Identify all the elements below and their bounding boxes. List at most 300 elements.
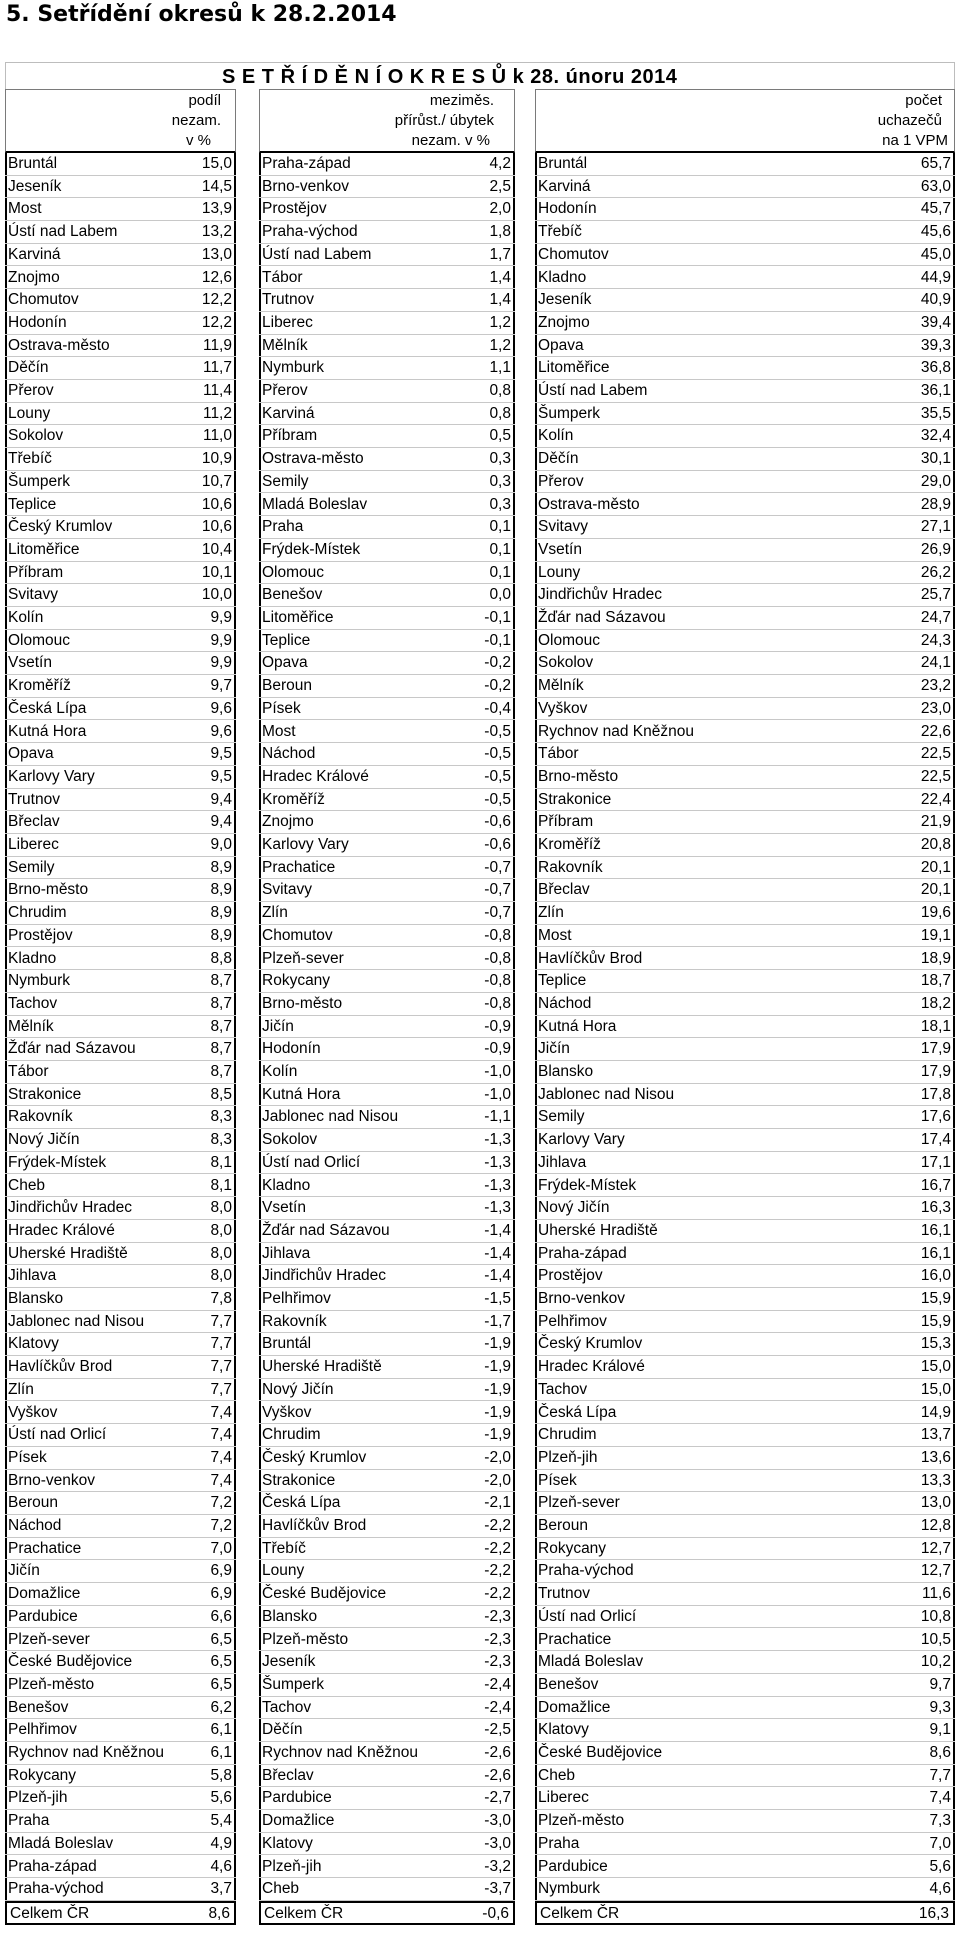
table-row <box>5 584 236 607</box>
district-name: Blansko <box>8 1290 64 1307</box>
district-name: Mělník <box>262 336 308 354</box>
table-row <box>5 516 236 539</box>
district-name: České Budějovice <box>538 1744 663 1761</box>
table-row <box>5 539 236 562</box>
district-value: 5,4 <box>210 1812 232 1830</box>
table-row <box>5 1311 236 1334</box>
table-row <box>259 584 515 607</box>
district-value: 0,0 <box>489 586 511 604</box>
district-value: -0,2 <box>484 677 511 695</box>
district-value: 15,9 <box>920 1290 951 1307</box>
district-value: 3,7 <box>210 1880 232 1898</box>
district-value: 17,9 <box>920 1063 951 1080</box>
district-name: Opava <box>8 745 54 763</box>
district-value: 28,9 <box>920 495 951 513</box>
district-name: Opava <box>262 654 308 672</box>
district-value: 5,6 <box>929 1857 951 1875</box>
district-name: Bruntál <box>538 155 588 172</box>
district-value: 14,5 <box>201 177 232 195</box>
district-value: 5,8 <box>210 1766 232 1784</box>
district-name: Rokycany <box>8 1766 77 1784</box>
table-row <box>259 652 515 675</box>
table-row <box>5 970 236 993</box>
table-row <box>535 1084 955 1107</box>
district-value: 35,5 <box>920 404 951 422</box>
table-row <box>535 448 955 471</box>
district-value: 32,4 <box>920 427 951 445</box>
table-row <box>5 698 236 721</box>
table-row <box>259 879 515 902</box>
district-name: Brno-venkov <box>8 1471 96 1489</box>
district-name: Frýdek-Místek <box>538 1176 637 1194</box>
district-value: -0,8 <box>484 972 511 990</box>
table-row <box>535 1878 955 1901</box>
district-name: Kutná Hora <box>8 722 87 740</box>
district-name: Klatovy <box>8 1335 59 1353</box>
district-value: 17,1 <box>920 1153 951 1171</box>
table-row <box>259 789 515 812</box>
district-name: Kolín <box>262 1063 298 1080</box>
table-row <box>535 925 955 948</box>
table-row <box>259 1606 515 1629</box>
table-row <box>259 630 515 653</box>
district-name: Jablonec nad Nisou <box>538 1085 675 1103</box>
table-row <box>259 993 515 1016</box>
district-name: Česká Lípa <box>8 699 87 717</box>
table-row <box>259 1515 515 1538</box>
table-row <box>259 1243 515 1266</box>
district-value: -3,2 <box>484 1857 511 1875</box>
table-row <box>259 267 515 290</box>
district-name: Jihlava <box>8 1267 57 1285</box>
table-row <box>5 448 236 471</box>
district-value: 10,2 <box>920 1653 951 1671</box>
district-value: 2,0 <box>489 200 511 218</box>
district-value: 18,9 <box>920 949 951 967</box>
district-value: 9,6 <box>210 722 232 740</box>
district-value: 7,3 <box>929 1812 951 1830</box>
district-name: Jičín <box>8 1562 40 1580</box>
district-name: Strakonice <box>538 790 612 808</box>
table-row <box>5 1515 236 1538</box>
district-name: Beroun <box>262 677 312 695</box>
district-value: -0,8 <box>484 994 511 1012</box>
page-heading: 5. Setřídění okresů k 28.2.2014 <box>6 2 397 27</box>
district-name: Jeseník <box>262 1653 316 1671</box>
district-value: -1,7 <box>484 1312 511 1330</box>
district-name: Karlovy Vary <box>538 1131 625 1149</box>
table-row <box>5 857 236 880</box>
table-row <box>259 743 515 766</box>
district-name: Uherské Hradiště <box>8 1244 128 1262</box>
district-name: Písek <box>262 699 301 717</box>
table-row <box>259 198 515 221</box>
table-title <box>5 62 955 90</box>
table-row <box>259 1651 515 1674</box>
table-row <box>5 834 236 857</box>
district-name: Rokycany <box>262 972 331 990</box>
district-value: 7,4 <box>210 1471 232 1489</box>
district-name: Třebíč <box>262 1539 306 1557</box>
district-name: Plzeň-jih <box>262 1857 322 1875</box>
district-name: Opava <box>538 336 584 354</box>
table-row <box>5 1651 236 1674</box>
district-name: Vsetín <box>262 1199 306 1217</box>
district-name: Prostějov <box>538 1267 603 1285</box>
table-row <box>535 1492 955 1515</box>
district-value: 9,5 <box>210 767 232 785</box>
table-row <box>5 267 236 290</box>
district-value: 11,9 <box>202 336 232 354</box>
district-value: 36,8 <box>920 359 951 377</box>
district-value: -0,8 <box>484 949 511 967</box>
district-name: Cheb <box>262 1880 300 1898</box>
table-row <box>535 289 955 312</box>
table-row <box>259 1674 515 1697</box>
district-value: -0,5 <box>484 790 511 808</box>
district-name: Nový Jičín <box>538 1199 610 1217</box>
district-value: 44,9 <box>920 268 951 286</box>
district-value: 21,9 <box>920 813 951 831</box>
district-value: 19,1 <box>920 926 951 944</box>
district-value: 15,3 <box>920 1335 951 1353</box>
district-name: Praha-východ <box>8 1880 104 1898</box>
district-name: Hradec Králové <box>8 1221 115 1239</box>
district-name: Ústí nad Labem <box>538 382 648 399</box>
district-name: Písek <box>8 1448 47 1466</box>
district-value: -2,3 <box>484 1653 511 1671</box>
table-row <box>5 1742 236 1765</box>
table-row <box>259 1447 515 1470</box>
table-row <box>5 789 236 812</box>
district-name: Teplice <box>8 495 57 513</box>
district-value: -0,9 <box>484 1040 511 1058</box>
district-name: Ostrava-město <box>538 495 640 513</box>
table-title-text: S E T Ř Í D Ě N Í O K R E S Ů k 28. únoru 2014 <box>222 66 678 88</box>
district-name: Břeclav <box>262 1766 314 1784</box>
district-value: 7,4 <box>210 1448 232 1466</box>
table-row <box>5 221 236 244</box>
district-name: Svitavy <box>538 518 588 536</box>
district-value: 8,3 <box>210 1131 232 1149</box>
district-value: -1,9 <box>484 1426 511 1444</box>
table-row <box>535 1265 955 1288</box>
district-name: Praha <box>8 1812 50 1830</box>
district-value: 14,9 <box>920 1403 951 1421</box>
district-name: Vsetín <box>8 654 52 672</box>
district-name: Kladno <box>538 268 587 286</box>
district-value: 16,1 <box>920 1244 951 1262</box>
district-name: Rychnov nad Kněžnou <box>262 1744 418 1761</box>
total-value: -0,6 <box>482 1904 509 1922</box>
district-value: -0,6 <box>484 813 511 831</box>
district-value: 9,3 <box>929 1698 951 1716</box>
district-value: 9,0 <box>210 836 232 853</box>
district-value: -2,1 <box>484 1494 511 1512</box>
district-name: Mělník <box>8 1017 54 1035</box>
district-name: Praha <box>262 518 304 536</box>
district-value: 20,1 <box>920 858 951 876</box>
district-name: Mladá Boleslav <box>262 495 368 513</box>
district-name: Zlín <box>262 904 288 922</box>
district-value: -2,0 <box>484 1448 511 1466</box>
district-value: 65,7 <box>920 155 951 172</box>
table-row <box>535 312 955 335</box>
district-value: 22,4 <box>920 790 951 808</box>
table-row <box>535 1742 955 1765</box>
district-value: 8,1 <box>210 1153 232 1171</box>
district-name: Litoměřice <box>8 540 80 558</box>
district-name: Havlíčkův Brod <box>262 1517 367 1534</box>
table-row <box>535 1787 955 1810</box>
table-row <box>5 380 236 403</box>
district-value: -0,4 <box>484 699 511 717</box>
district-value: -0,5 <box>484 745 511 763</box>
district-value: 1,4 <box>489 268 511 286</box>
table-row <box>535 607 955 630</box>
district-value: 8,7 <box>210 972 232 990</box>
table-row <box>535 425 955 448</box>
district-value: -1,1 <box>484 1108 511 1126</box>
district-name: Karviná <box>538 177 591 195</box>
table-row <box>5 766 236 789</box>
district-name: Pelhřimov <box>262 1290 331 1307</box>
district-name: Náchod <box>262 745 316 763</box>
column-header-line: uchazečů <box>877 112 942 129</box>
district-name: Beroun <box>8 1494 58 1512</box>
table-row <box>259 675 515 698</box>
table-row <box>5 1447 236 1470</box>
table-row <box>5 1175 236 1198</box>
district-value: 13,3 <box>920 1471 951 1489</box>
district-name: Frýdek-Místek <box>8 1153 107 1171</box>
table-row <box>535 698 955 721</box>
district-name: Plzeň-jih <box>538 1448 598 1466</box>
table-row <box>535 1311 955 1334</box>
district-value: 17,4 <box>920 1131 951 1149</box>
district-name: Benešov <box>8 1698 69 1716</box>
table-row <box>5 1810 236 1833</box>
district-value: 6,6 <box>210 1607 232 1625</box>
table-row <box>259 380 515 403</box>
district-value: -1,3 <box>484 1199 511 1217</box>
table-row <box>5 1674 236 1697</box>
district-name: Kolín <box>538 427 574 445</box>
district-value: 8,0 <box>210 1244 232 1262</box>
table-row <box>5 1356 236 1379</box>
district-value: 11,2 <box>202 404 232 422</box>
district-value: 17,6 <box>920 1108 951 1126</box>
table-row <box>259 335 515 358</box>
table-row <box>535 1175 955 1198</box>
table-row <box>535 335 955 358</box>
table-row <box>259 857 515 880</box>
district-value: 0,1 <box>489 540 511 558</box>
district-value: 7,4 <box>210 1403 232 1421</box>
district-value: 4,2 <box>489 155 511 172</box>
district-name: Děčín <box>262 1721 303 1739</box>
district-name: Česká Lípa <box>538 1403 617 1421</box>
table-row <box>5 607 236 630</box>
column-header-line: nezam. v % <box>411 132 490 149</box>
district-name: Kladno <box>8 949 57 967</box>
district-name: Kroměříž <box>8 677 71 695</box>
district-name: Kutná Hora <box>262 1085 341 1103</box>
district-value: -1,9 <box>484 1403 511 1421</box>
district-value: 18,7 <box>920 972 951 990</box>
district-value: 10,6 <box>201 495 232 513</box>
district-name: Mladá Boleslav <box>538 1653 644 1671</box>
district-value: 5,6 <box>210 1789 232 1807</box>
district-name: Blansko <box>262 1607 318 1625</box>
total-value: 8,6 <box>208 1904 230 1922</box>
district-name: Sokolov <box>262 1131 318 1149</box>
table-row <box>5 562 236 585</box>
district-name: Tachov <box>538 1380 588 1398</box>
district-value: 10,1 <box>201 563 232 581</box>
district-value: 7,7 <box>210 1380 232 1398</box>
district-value: 15,0 <box>920 1358 951 1376</box>
district-name: Frýdek-Místek <box>262 540 361 558</box>
table-row <box>535 879 955 902</box>
district-name: Sokolov <box>8 427 64 445</box>
table-row <box>535 357 955 380</box>
district-value: 6,2 <box>210 1698 232 1716</box>
table-row <box>5 1197 236 1220</box>
table-row <box>5 1765 236 1788</box>
district-value: -1,4 <box>484 1221 511 1239</box>
district-value: 63,0 <box>920 177 951 195</box>
table-row <box>259 1061 515 1084</box>
district-name: Šumperk <box>538 404 601 422</box>
district-value: 26,2 <box>920 563 951 581</box>
table-row <box>5 1606 236 1629</box>
district-value: 10,8 <box>920 1607 951 1625</box>
district-value: 11,6 <box>921 1585 951 1603</box>
district-name: Prachatice <box>8 1539 82 1557</box>
district-name: Domažlice <box>538 1698 611 1716</box>
district-value: 0,5 <box>489 427 511 445</box>
table-row <box>259 1333 515 1356</box>
table-row <box>259 1833 515 1856</box>
district-name: Šumperk <box>8 472 71 490</box>
district-value: 29,0 <box>920 472 951 490</box>
district-name: Prachatice <box>262 858 336 876</box>
district-value: -1,0 <box>484 1085 511 1103</box>
district-value: -0,1 <box>484 609 511 626</box>
district-value: 6,5 <box>210 1675 232 1693</box>
district-name: Rychnov nad Kněžnou <box>538 722 694 740</box>
district-name: Jičín <box>262 1017 294 1035</box>
district-name: Brno-venkov <box>262 177 350 195</box>
district-name: Chrudim <box>538 1426 597 1444</box>
district-name: Znojmo <box>262 813 314 831</box>
table-row <box>259 1129 515 1152</box>
district-name: Bruntál <box>262 1335 312 1353</box>
district-value: 9,7 <box>210 677 232 695</box>
district-name: Písek <box>538 1471 577 1489</box>
district-value: 7,4 <box>929 1789 951 1807</box>
district-value: 10,5 <box>920 1630 951 1648</box>
table-row <box>259 1084 515 1107</box>
column-header <box>5 89 236 153</box>
district-name: Příbram <box>538 813 594 831</box>
table-row <box>5 357 236 380</box>
district-name: Rokycany <box>538 1539 607 1557</box>
district-value: 18,2 <box>920 994 951 1012</box>
table-row <box>5 1492 236 1515</box>
district-name: Litoměřice <box>538 359 610 377</box>
district-name: Benešov <box>262 586 323 604</box>
table-row <box>5 879 236 902</box>
table-row <box>5 1538 236 1561</box>
table-row <box>535 1470 955 1493</box>
district-name: Vsetín <box>538 540 582 558</box>
table-row <box>259 1810 515 1833</box>
district-name: Rakovník <box>538 858 603 876</box>
district-value: 9,5 <box>210 745 232 763</box>
table-row <box>535 1106 955 1129</box>
district-name: Jindřichův Hradec <box>262 1267 387 1285</box>
column-header-line: přírůst./ úbytek <box>394 112 494 129</box>
table-row <box>259 1765 515 1788</box>
table-row <box>5 1629 236 1652</box>
table-row <box>259 1152 515 1175</box>
table-row <box>259 1697 515 1720</box>
district-name: Liberec <box>8 836 59 853</box>
table-row <box>535 1288 955 1311</box>
district-name: Praha <box>538 1834 580 1852</box>
district-name: Nymburk <box>538 1880 601 1898</box>
district-value: -3,0 <box>484 1834 511 1852</box>
district-table <box>5 62 955 1930</box>
district-name: Přerov <box>8 382 54 399</box>
district-name: Hodonín <box>538 200 597 218</box>
district-name: Prostějov <box>262 200 327 218</box>
district-value: -0,5 <box>484 722 511 740</box>
district-value: 12,7 <box>920 1562 951 1580</box>
district-value: -2,7 <box>484 1789 511 1807</box>
district-value: 15,9 <box>920 1312 951 1330</box>
district-value: 18,1 <box>920 1017 951 1035</box>
district-value: 8,1 <box>210 1176 232 1194</box>
district-value: 7,0 <box>210 1539 232 1557</box>
table-row <box>5 811 236 834</box>
district-name: Plzeň-sever <box>262 949 344 967</box>
district-value: 17,9 <box>920 1040 951 1058</box>
table-row <box>535 380 955 403</box>
district-name: Domažlice <box>8 1585 81 1603</box>
district-value: -0,7 <box>484 858 511 876</box>
district-value: -0,6 <box>484 836 511 853</box>
table-row <box>535 1333 955 1356</box>
district-name: Vyškov <box>8 1403 58 1421</box>
district-value: 0,1 <box>489 563 511 581</box>
table-row <box>5 630 236 653</box>
table-row <box>535 834 955 857</box>
district-name: Kladno <box>262 1176 311 1194</box>
district-name: Jeseník <box>8 177 62 195</box>
total-row <box>5 1901 236 1925</box>
district-name: Trutnov <box>8 790 60 808</box>
table-row <box>259 925 515 948</box>
table-row <box>5 743 236 766</box>
table-row <box>259 1311 515 1334</box>
table-row <box>259 970 515 993</box>
table-row <box>259 448 515 471</box>
district-name: Chrudim <box>8 904 67 922</box>
district-name: Strakonice <box>8 1085 82 1103</box>
